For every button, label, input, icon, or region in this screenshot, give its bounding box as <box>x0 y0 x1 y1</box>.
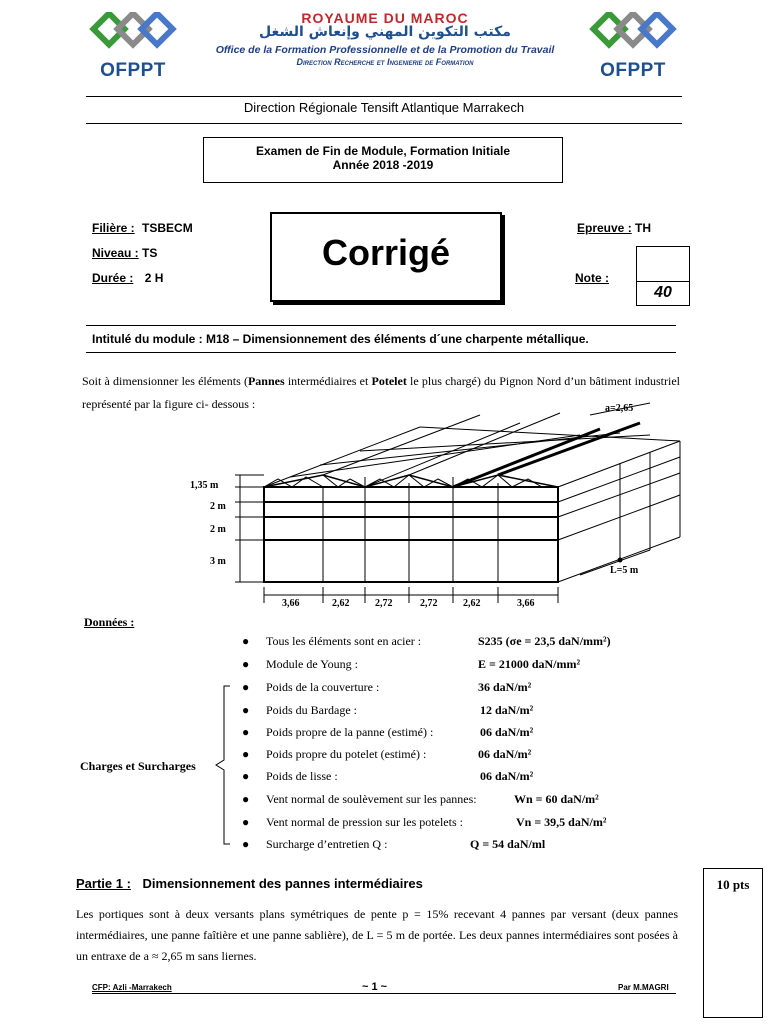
donnee-row <box>242 680 532 702</box>
donnee-label: Poids de la couverture : <box>266 680 380 694</box>
dim-height-3: 2 m <box>210 524 226 535</box>
kingdom-title: ROYAUME DU MAROC <box>301 10 469 26</box>
ofppt-logo-icon <box>588 12 678 60</box>
filiere-value: TSBECM <box>142 221 193 235</box>
footer-right: Par M.MAGRI <box>618 983 669 992</box>
donnee-value: 06 daN/m² <box>480 769 534 783</box>
intro-text-2: intermédiaires et <box>284 374 372 388</box>
donnee-row <box>242 657 581 679</box>
region-top-rule <box>86 96 682 97</box>
donnee-value: Q = 54 daN/ml <box>470 837 546 851</box>
donnees-title: Données : <box>84 615 135 629</box>
footer-left: CFP: Azli -Marrakech <box>92 983 172 992</box>
module-title <box>92 332 589 346</box>
donnee-value: 06 daN/m² <box>480 725 534 739</box>
office-name: Office de la Formation Professionnelle et de la Promotion du Travail <box>215 44 555 56</box>
arabic-office-name: مكتب التكوين المهني وإنعاش الشغل <box>259 24 511 40</box>
donnee-row <box>242 725 534 747</box>
ofppt-logo-left <box>88 12 178 82</box>
donnee-row <box>242 634 611 656</box>
bullet-icon: ● <box>242 680 250 694</box>
logo-text: OFPPT <box>600 60 666 81</box>
bullet-icon: ● <box>242 634 250 648</box>
niveau-label: Niveau : <box>92 246 139 260</box>
module-bottom-rule <box>86 352 676 353</box>
ofppt-logo-icon <box>88 12 178 60</box>
partie1-title: Partie 1 : <box>76 876 131 891</box>
exam-line-1: Examen de Fin de Module, Formation Initiale <box>255 144 511 158</box>
niveau-row <box>92 246 157 260</box>
ofppt-logo-right <box>588 12 678 82</box>
donnee-row <box>242 747 532 769</box>
corrige-title: Corrigé <box>321 232 451 273</box>
partie1-subtitle: Dimensionnement des pannes intermédiaires <box>142 876 423 891</box>
corrige-box <box>270 212 502 302</box>
partie1-heading <box>76 876 423 891</box>
bullet-icon: ● <box>242 657 250 671</box>
donnee-label: Poids du Bardage : <box>266 703 357 717</box>
donnee-label: Poids de lisse : <box>266 769 338 783</box>
dim-span-5: 2,62 <box>463 598 481 609</box>
donnee-value: 36 daN/m² <box>478 680 532 694</box>
module-value: M18 – Dimensionnement des éléments d´une charpente métallique. <box>206 332 589 346</box>
region-bottom-rule <box>86 123 682 124</box>
donnee-row <box>242 815 607 837</box>
duree-row <box>92 271 163 285</box>
intro-text-3: le plus chargé) du Pignon Nord d’un bâtiment industriel représenté par la figure ci- dessous : <box>82 374 681 411</box>
module-top-rule <box>86 325 676 326</box>
footer-center: ~ 1 ~ <box>362 981 388 993</box>
note-divider <box>637 281 689 282</box>
donnee-label: Poids propre du potelet (estimé) : <box>266 747 427 761</box>
dim-span-3: 2,72 <box>375 598 393 609</box>
epreuve-value: TH <box>635 221 652 235</box>
brace-icon <box>214 684 234 846</box>
niveau-value: TS <box>142 246 158 260</box>
duree-value: 2 H <box>144 271 164 285</box>
building-figure <box>180 395 690 615</box>
bullet-icon: ● <box>242 725 250 739</box>
bullet-icon: ● <box>242 703 250 717</box>
donnee-value: S235 (σe = 23,5 daN/mm²) <box>478 634 611 648</box>
donnee-label: Vent normal de soulèvement sur les pannes: <box>266 792 477 806</box>
bullet-icon: ● <box>242 747 250 761</box>
donnee-value: E = 21000 daN/mm² <box>478 657 581 671</box>
donnee-value: Vn = 39,5 daN/m² <box>516 815 607 829</box>
epreuve-row <box>577 221 651 235</box>
footer-rule <box>92 993 676 994</box>
epreuve-label: Epreuve : <box>577 221 632 235</box>
note-value: 40 <box>654 284 672 301</box>
donnee-label: Surcharge d’entretien Q : <box>266 837 388 851</box>
donnee-label: Vent normal de pression sur les potelets : <box>266 815 463 829</box>
intro-potelet: Potelet <box>371 374 407 388</box>
note-box <box>636 246 690 306</box>
intro-pannes: Pannes <box>247 374 285 388</box>
bullet-icon: ● <box>242 837 250 851</box>
points-box <box>703 868 763 1018</box>
dim-span-1: 3,66 <box>282 598 300 609</box>
donnee-row <box>242 792 599 814</box>
donnee-row <box>242 769 534 791</box>
donnee-value: 12 daN/m² <box>480 703 534 717</box>
donnee-value: 06 daN/m² <box>478 747 532 761</box>
donnee-row <box>242 703 534 725</box>
partie1-text: Les portiques sont à deux versants plans symétriques de pente p = 15% recevant 4 pannes par versant (deux pannes intermédiaires, une panne faîtière et une panne sablière), de L = 5 m de portée. Les deux pannes intermédiaires sont posées à un entraxe de a ≈ 2,65 m sans liernes. <box>76 907 678 963</box>
exam-box <box>203 137 563 183</box>
note-label: Note : <box>575 271 609 285</box>
donnee-label: Module de Young : <box>266 657 359 671</box>
donnee-label: Tous les éléments sont en acier : <box>266 634 422 648</box>
filiere-row <box>92 221 193 235</box>
exam-line-2: Année 2018 -2019 <box>332 158 434 172</box>
bullet-icon: ● <box>242 815 250 829</box>
charges-label: Charges et Surcharges <box>80 759 196 773</box>
donnee-row <box>242 837 546 859</box>
dim-span-6: 3,66 <box>517 598 535 609</box>
region-title: Direction Régionale Tensift Atlantique Marrakech <box>243 100 525 115</box>
duree-label: Durée : <box>92 271 134 285</box>
intro-text-1: Soit à dimensionner les éléments ( <box>82 374 248 388</box>
dim-l: L=5 m <box>610 565 639 576</box>
points-value: 10 pts <box>716 877 750 892</box>
module-label: Intitulé du module : <box>92 332 203 346</box>
donnee-value: Wn = 60 daN/m² <box>514 792 599 806</box>
dim-height-2: 2 m <box>210 501 226 512</box>
dim-height-1: 1,35 m <box>190 480 219 491</box>
dim-span-2: 2,62 <box>332 598 350 609</box>
direction-name: Direction Recherche et Ingenierie de Formation <box>296 57 474 67</box>
donnee-label: Poids propre de la panne (estimé) : <box>266 725 434 739</box>
bullet-icon: ● <box>242 769 250 783</box>
dim-a: a=2,65 <box>605 403 634 414</box>
note-row <box>575 271 609 285</box>
logo-text: OFPPT <box>100 60 166 81</box>
dim-height-4: 3 m <box>210 556 226 567</box>
dim-span-4: 2,72 <box>420 598 438 609</box>
bullet-icon: ● <box>242 792 250 806</box>
filiere-label: Filière : <box>92 221 135 235</box>
